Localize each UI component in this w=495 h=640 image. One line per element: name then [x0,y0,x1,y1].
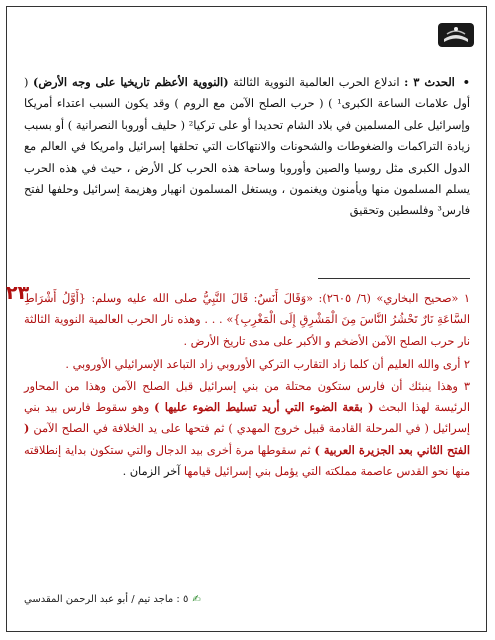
footnote-2: ٢ أرى والله العليم أن كلما زاد التقارب التركي الأوروبي زاد التباعد الإسرائيلي الأوروبي . [65,358,470,372]
footnote-3-part-b: وهو سقوط فارس بيد بني إسرائيل ( في المرحلة القادمة قبيل خروج المهدي ) ثم فتحها على يد الخلافة في الصلح الآمن [24,401,470,436]
pen-icon: ✍ [192,594,201,605]
footnote-3-end: آخر الزمان . [122,465,181,479]
bullet: • [462,75,471,89]
footnote-3-highlight-1: ( بقعة الضوء التي أريد تسليط الضوء عليها ) [154,400,374,415]
event-highlight: (النووية الأعظم تاريخيا على وجه الأرض) [33,75,229,89]
footer-signature [24,594,201,605]
event-text-2: ( أول علامات الساعة الكبرى¹ ) ( حرب الصلح الآمن مع الروم ) وقد يكون السبب اعتداء أمريكا وإسرائيل على المسلمين في بلاد الشام تحديدا أو على تركيا² ( حليف أوروبا النصرانية ) أو بسبب زيادة التراكمات والضغوطات والشحونات والانتهاكات التي تحلقها إسرائيل وامريكا في العالم مع الدول الكبرى مثل روسيا والصين وأوروبا وساحة هذه الحرب كل الأرض ، حيث في هذه الحرب يسلم المسلمون منها ويأمنون ويغنمون ، ويستغل المسلمون انهيار وهزيمة إسرائيل وحلفها لفتح فارس³ وفلسطين وتحقيق [24,76,470,218]
main-paragraph [24,72,470,222]
footnotes [24,288,470,483]
event-label: الحدث ٣ : [404,75,455,89]
book-emblem-icon [437,20,475,50]
footnote-1: ١ «صحيح البخاري» (٦/ ٢٦٠٥): «وَقَالَ أَنَسٌ: قَالَ النَّبِيُّ صلى الله عليه وسلم: {أَوَّلُ أَشْرَاطِ السَّاعَةِ نَارٌ تَحْشُرُ النَّاسَ مِنَ الْمَشْرِقِ إِلَى الْمَغْرِبِ}» . . . وهذه نار الحرب العالمية النووية الثالثة نار حرب الصلح الآمن الأضخم و الأكبر على مدى تاريخ الأرض . [24,292,470,348]
footnote-3-part-c: ثم سقوطها مرة أخرى بيد الدجال والتي ستكون بداية إنطلاقته منها نحو القدس عاصمة مملكته التي يؤمل بني إسرائيل قيامها [24,443,470,479]
footnote-3 [24,376,470,483]
footnote-separator [318,278,470,279]
event-text-1: اندلاع الحرب العالمية النووية الثالثة [228,76,405,89]
page-number: ٢٣ [6,282,30,304]
footnote-3-part-a: ٣ وهذا ينبئك أن فارس ستكون محتلة من بني إسرائيل قبل الصلح الآمن وهذا من المحاور الرئيسة لهذا البحث [24,379,470,415]
signature-text: ٥ : ماجد تيم / أبو عبد الرحمن المقدسي [24,594,189,605]
footnote-3-highlight-2: ( الفتح الثاني بعد الجزيرة العربية ) [24,421,470,457]
